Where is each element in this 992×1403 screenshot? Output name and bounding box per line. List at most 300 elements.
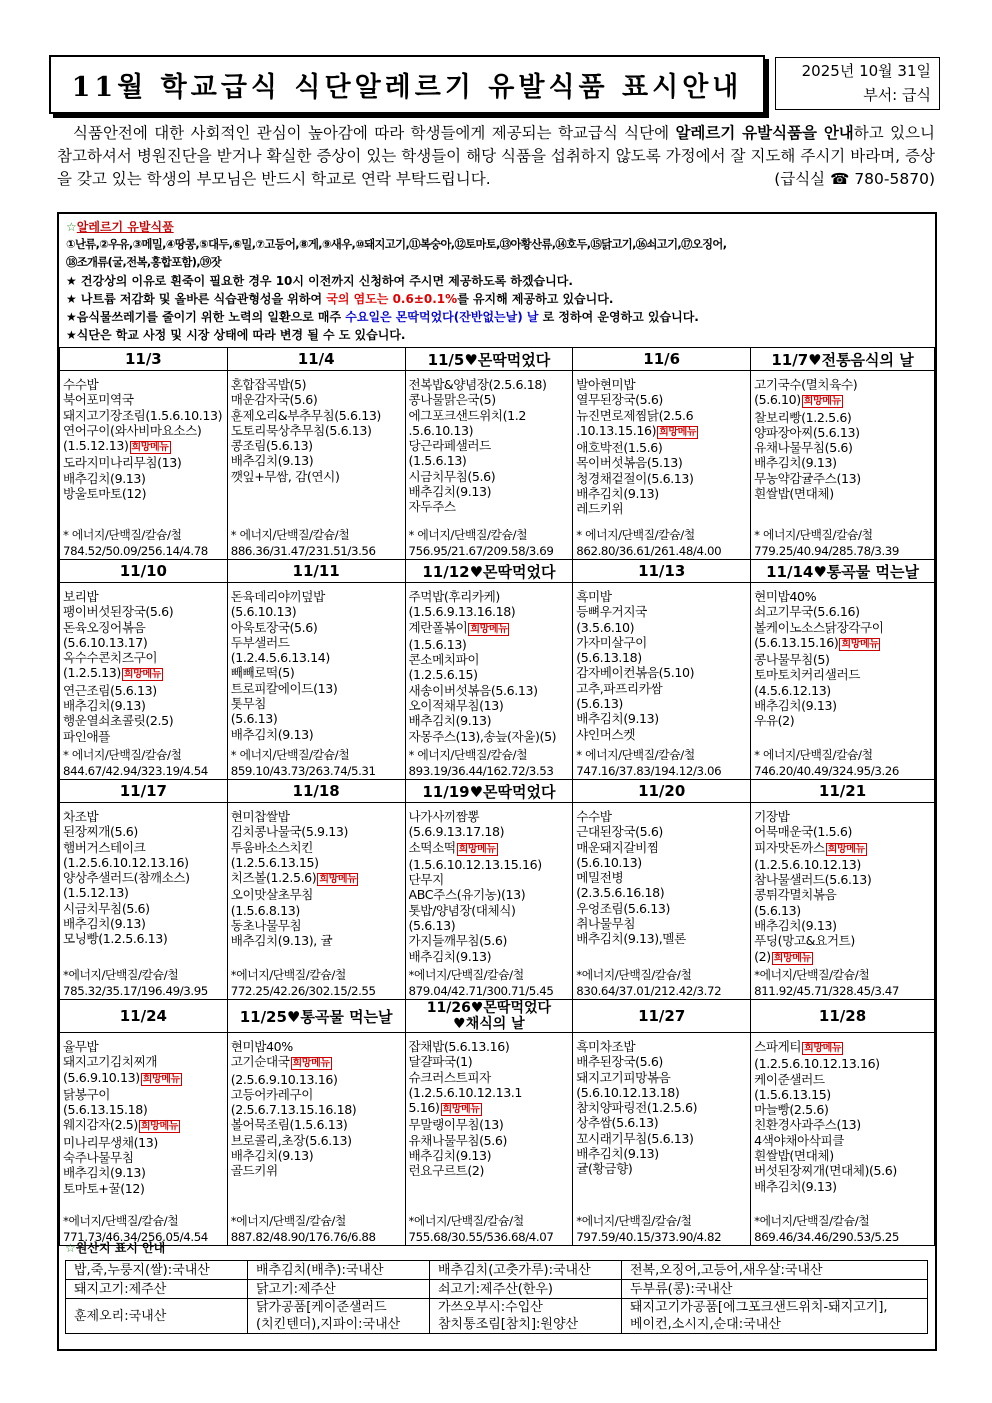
day-header: 11/12♥몬딱먹었다 <box>405 560 573 583</box>
menu-item-text: 양상추샐러드(참깨소스) <box>63 870 190 886</box>
day-menu-cell <box>60 1033 228 1246</box>
allergy-title: 알레르기 유발식품 <box>76 220 174 234</box>
notice-line-2c: 를 유지해 제공하고 있습니다. <box>457 292 614 306</box>
menu-item-text: (5.6.10.13) <box>230 604 297 620</box>
menu-item <box>63 486 224 501</box>
menu-item-text: 배추김치(9.13) <box>408 948 492 964</box>
menu-item <box>576 870 747 885</box>
week-header-row <box>60 560 935 583</box>
menu-item <box>754 683 931 698</box>
day-menu-cell <box>751 583 935 780</box>
week-menu-row <box>60 803 935 1000</box>
menu-item <box>409 949 570 964</box>
menu-item-text: 유채나물무침(5.6) <box>408 1132 507 1148</box>
menu-item-text: 가자미살구이 <box>576 634 647 650</box>
origin-cell <box>622 1299 928 1334</box>
week-header-row <box>60 348 935 371</box>
menu-item <box>63 604 224 619</box>
menu-item <box>754 410 931 425</box>
day-menu-cell <box>227 803 405 1000</box>
menu-item <box>231 870 402 887</box>
menu-item <box>231 377 402 392</box>
day-menu-cell <box>227 583 405 780</box>
menu-item-text: 배추김치(9.13) <box>408 1148 492 1164</box>
menu-item <box>63 824 224 839</box>
menu-item-text: 배추김치(9.13) <box>63 470 146 486</box>
menu-item-text: 달걀파국(1) <box>408 1054 473 1070</box>
week-header-row <box>60 1000 935 1033</box>
day-header: 11/4 <box>227 348 405 371</box>
menu-item-text: (1.5.12.13) <box>63 885 129 901</box>
menu-item <box>409 713 570 728</box>
menu-item <box>576 1039 747 1054</box>
menu-item <box>63 650 224 665</box>
menu-item-text: 오이적채무침(13) <box>408 698 504 714</box>
menu-item-text: 가지들깨무침(5.6) <box>408 933 507 949</box>
menu-frame <box>57 212 937 1351</box>
menu-item-text: 열무된장국(5.6) <box>576 392 663 408</box>
menu-item <box>63 589 224 604</box>
menu-item <box>231 887 402 902</box>
menu-item <box>754 652 931 667</box>
menu-item-text: (5.6.13.15.16) <box>754 634 839 650</box>
day-header-line: 11/26♥몬딱먹었다 <box>426 1000 552 1016</box>
origin-table <box>65 1260 928 1334</box>
menu-item-text: 수수밥 <box>63 377 99 392</box>
menu-item-text: 트로피칼에이드(13) <box>230 680 338 696</box>
menu-item-text: 동초나물무침 <box>230 918 302 934</box>
week-header-row <box>60 780 935 803</box>
menu-item-text: 김치콩나물국(5.9.13) <box>230 824 348 840</box>
menu-item <box>409 652 570 667</box>
day-menu-cell <box>751 803 935 1000</box>
menu-item <box>754 425 931 440</box>
menu-item <box>231 408 402 423</box>
menu-item-text: 발아현미밥 <box>576 377 636 392</box>
menu-item-text: 배추김치(9.13) <box>576 1146 659 1162</box>
day-header: 11/18 <box>227 780 405 803</box>
allergen-list-2: ⑱조개류(굴,전복,홍합포함),⑲잣 <box>66 256 222 269</box>
hope-menu-badge: 희망메뉴 <box>773 952 811 964</box>
menu-item <box>409 377 570 392</box>
menu-item <box>231 855 402 870</box>
menu-item <box>63 1102 224 1117</box>
menu-item-text: 톳무침 <box>230 696 267 712</box>
menu-item-text: 배추김치(9.13) <box>754 698 837 714</box>
menu-item <box>63 1135 224 1150</box>
nutrition-line: *에너지/단백질/칼슘/철 <box>63 968 179 983</box>
menu-item <box>409 438 570 453</box>
day-header: 11/19♥몬딱먹었다 <box>405 780 573 803</box>
day-menu-cell <box>751 371 935 560</box>
menu-item <box>409 453 570 468</box>
menu-item-text: 행운열쇠초콜릿(2.5) <box>63 713 174 729</box>
day-header: 11/7♥전통음식의 날 <box>751 348 935 371</box>
menu-item <box>231 918 402 933</box>
menu-item <box>63 1070 224 1087</box>
menu-item-text: 현미밥40% <box>754 589 817 604</box>
menu-item <box>409 620 570 637</box>
menu-item-text: (5.6.13) <box>576 696 623 712</box>
menu-item <box>754 918 931 933</box>
menu-item-text: 목이버섯볶음(5.13) <box>576 455 683 471</box>
menu-item <box>576 635 747 650</box>
menu-item <box>231 1087 402 1102</box>
origin-text: (치킨텐더),지파이:국내산 <box>256 1317 401 1332</box>
nutrition-line: 755.68/30.55/536.68/4.07 <box>408 1229 554 1244</box>
day-menu-cell <box>60 803 228 1000</box>
menu-item <box>409 824 570 839</box>
day-header-line: ♥채식의 날 <box>453 1016 525 1032</box>
menu-item-text: (2.3.5.6.16.18) <box>576 885 665 901</box>
origin-text: 두부류(콩):국내산 <box>630 1281 733 1297</box>
menu-item-text: 버섯된장찌개(면대체)(5.6) <box>754 1163 897 1179</box>
menu-item-text: (1.2.4.5.6.13.14) <box>230 650 330 666</box>
menu-item <box>231 727 402 742</box>
menu-item <box>409 1148 570 1163</box>
menu-item <box>231 681 402 696</box>
menu-item <box>754 377 931 392</box>
notice-line-3a: ★음식물쓰레기를 줄이기 위한 노력의 일환으로 매주 <box>66 310 346 324</box>
menu-item-text: 친환경사과주스(13) <box>754 1117 861 1133</box>
menu-item-text: 배추김치(9.13) <box>576 486 659 502</box>
menu-item <box>63 683 224 698</box>
menu-item <box>231 1039 402 1054</box>
menu-item-text: 런요구르트(2) <box>408 1163 485 1179</box>
origin-cell <box>430 1299 622 1334</box>
menu-item <box>576 620 747 635</box>
menu-item-text: 도토리묵상추무침(5.6.13) <box>230 422 372 438</box>
menu-item <box>754 440 931 455</box>
menu-item <box>576 1070 747 1085</box>
hope-menu-badge: 희망메뉴 <box>142 1073 180 1085</box>
nutrition-line: *에너지/단백질/칼슘/철 <box>408 968 524 983</box>
contact-phone: (급식실 ☎ 780-5870) <box>774 170 935 188</box>
menu-item-text: (1.5.6.13) <box>408 636 467 652</box>
menu-item <box>576 392 747 407</box>
day-header: 11/3 <box>60 348 228 371</box>
menu-item-text: 배추김치(9.13), 귤 <box>230 933 333 949</box>
nutrition-line: 830.64/37.01/212.42/3.72 <box>576 983 722 998</box>
menu-item-text: 골드키위 <box>230 1163 278 1179</box>
hope-menu-badge: 희망메뉴 <box>470 623 508 635</box>
hope-menu-badge: 희망메뉴 <box>292 1058 330 1070</box>
origin-text: 배추김치(배추):국내산 <box>256 1262 384 1278</box>
menu-item-text: (5.6.13) <box>754 902 801 918</box>
origin-cell <box>622 1261 928 1280</box>
menu-item-text: 시금치무침(5.6) <box>63 900 150 916</box>
menu-item <box>576 455 747 470</box>
menu-item <box>409 1070 570 1085</box>
menu-item <box>231 438 402 453</box>
nutrition-line: 785.32/35.17/196.49/3.95 <box>63 983 208 998</box>
menu-item <box>63 870 224 885</box>
menu-item-text: (2.5.6.9.10.13.16) <box>230 1071 338 1087</box>
menu-item <box>63 620 224 635</box>
day-header: 11/14♥통곡물 먹는날 <box>751 560 935 583</box>
menu-item <box>754 1117 931 1132</box>
menu-item-text: (5.6.9.13.17.18) <box>408 824 505 840</box>
intro-text-2: 하고 있으니 참고하셔서 병원진단을 받거나 확실한 증상이 있는 학생들이 해당 식품을 섭취하지 않도록 가정에서 잘 지도해 주시기 바라며, 증상을 갖고 있는 학생의 부모님은 반드시 학교로 연락 부탁드립니다. <box>57 124 935 188</box>
nutrition-line: 779.25/40.94/285.78/3.39 <box>754 543 900 558</box>
day-header: 11/17 <box>60 780 228 803</box>
menu-item-text: (5.6.10.12.13.18) <box>576 1084 680 1100</box>
menu-item-text: 배추김치(9.13) <box>408 713 492 729</box>
menu-item <box>754 1072 931 1087</box>
menu-item-text: 숙주나물무침 <box>63 1150 134 1166</box>
menu-item <box>576 665 747 680</box>
menu-item-text: 북어포미역국 <box>63 392 134 408</box>
nutrition-line: 784.52/50.09/256.14/4.78 <box>63 543 208 558</box>
menu-item <box>409 872 570 887</box>
menu-item <box>576 1054 747 1069</box>
menu-item <box>409 809 570 824</box>
menu-item-text: 근대된장국(5.6) <box>576 824 663 840</box>
menu-item-text: 돈육오징어볶음 <box>63 619 146 635</box>
menu-item-text: 배추김치(9.13),멜론 <box>576 931 686 947</box>
menu-item-text: 콩조림(5.6.13) <box>230 438 313 454</box>
menu-item <box>231 840 402 855</box>
hope-menu-badge: 희망메뉴 <box>123 669 161 681</box>
menu-item-text: 전복밥&양념장(2.5.6.18) <box>408 377 547 392</box>
menu-item <box>63 392 224 407</box>
origin-text: 배추김치(고춧가루):국내산 <box>438 1262 591 1278</box>
menu-item <box>63 408 224 423</box>
menu-item <box>576 1161 747 1176</box>
nutrition-line: * 에너지/단백질/칼슘/철 <box>408 528 528 543</box>
menu-item <box>754 635 931 652</box>
menu-item <box>576 1131 747 1146</box>
nutrition-line: *에너지/단백질/칼슘/철 <box>576 1214 692 1229</box>
menu-item-text: 배추김치(9.13) <box>63 698 146 714</box>
menu-item-text: 배추김치(9.13) <box>408 484 492 500</box>
menu-item-text: 소떡소떡 <box>408 839 456 855</box>
menu-item-text: (1.2.5.13) <box>63 665 121 681</box>
menu-item <box>63 1054 224 1069</box>
origin-row <box>66 1299 928 1334</box>
nutrition-line: *에너지/단백질/칼슘/철 <box>63 1214 179 1229</box>
menu-item <box>576 840 747 855</box>
menu-item <box>754 667 931 682</box>
nutrition-line: 747.16/37.83/194.12/3.06 <box>576 763 722 778</box>
menu-item <box>576 1115 747 1130</box>
origin-text: 돼지고기가공품[에그포크샌드위치-돼지고기], <box>630 1300 888 1315</box>
nutrition-line: 869.46/34.46/290.53/5.25 <box>754 1229 900 1244</box>
menu-item <box>576 604 747 619</box>
menu-item <box>409 1054 570 1069</box>
menu-item-text: (5.6.13.15.18) <box>63 1102 148 1118</box>
allergen-list: ①난류,②우유,③메밀,④땅콩,⑤대두,⑥밀,⑦고등어,⑧게,⑨새우,⑩돼지고기,⑪복숭아,⑫토마토,⑬아황산류,⑭호두,⑮닭고기,⑯쇠고기,⑰오징어, <box>66 238 727 251</box>
menu-item <box>576 471 747 486</box>
origin-cell <box>248 1299 430 1334</box>
menu-item <box>63 698 224 713</box>
menu-item-text: 배추김치(9.13) <box>576 711 659 727</box>
menu-item <box>63 377 224 392</box>
menu-item-text: 배추김치(9.13) <box>230 1148 314 1164</box>
menu-item-text: 4색야채아삭피클 <box>754 1132 845 1148</box>
menu-item <box>409 1085 570 1100</box>
menu-item <box>409 918 570 933</box>
menu-item-text: 스파게티 <box>754 1039 802 1054</box>
menu-item <box>576 824 747 839</box>
menu-item-text: 고기순대국 <box>230 1054 290 1070</box>
menu-item-text: 무농약감귤주스(13) <box>754 470 861 486</box>
menu-item <box>576 696 747 711</box>
menu-item <box>231 469 402 484</box>
menu-item <box>231 423 402 438</box>
department: 부서: 급식 <box>863 86 931 104</box>
menu-item-text: (5.6.10.13.17) <box>63 634 148 650</box>
menu-item-text: 콩나물맑은국(5) <box>408 392 496 408</box>
menu-item-text: .10.13.15.16) <box>576 422 657 438</box>
day-header: 11/20 <box>573 780 751 803</box>
menu-item <box>231 933 402 948</box>
star-icon: ☆ <box>65 1241 76 1255</box>
menu-item-text: 계란폴볶이 <box>408 619 468 635</box>
menu-item <box>754 620 931 635</box>
menu-item <box>409 589 570 604</box>
nutrition-line: * 에너지/단백질/칼슘/철 <box>230 748 350 763</box>
hope-menu-badge: 희망메뉴 <box>140 1121 178 1133</box>
hope-menu-badge: 희망메뉴 <box>803 396 841 408</box>
day-header: 11/27 <box>573 1000 751 1033</box>
menu-item-text: 단무지 <box>408 872 444 888</box>
menu-item <box>231 392 402 407</box>
menu-item <box>231 1163 402 1178</box>
menu-item <box>231 696 402 711</box>
menu-item-text: 마늘빵(2.5.6) <box>754 1102 829 1118</box>
menu-item <box>63 1039 224 1054</box>
origin-cell <box>430 1261 622 1280</box>
menu-item <box>63 438 224 455</box>
menu-item-text: 혼합잡곡밥(5) <box>230 377 307 392</box>
menu-item-text: 흑미차조밥 <box>576 1039 636 1054</box>
menu-item-text: 배추김치(9.13) <box>230 726 314 742</box>
menu-item-text: 슈크러스트피자 <box>408 1069 491 1085</box>
menu-item <box>576 1100 747 1115</box>
menu-item-text: 햄버거스테이크 <box>63 839 146 855</box>
nutrition-line: 772.25/42.26/302.15/2.55 <box>230 983 376 998</box>
menu-item-text: 브로콜리,초장(5.6.13) <box>230 1132 352 1148</box>
menu-item <box>754 1148 931 1163</box>
menu-item-text: (1.5.6.10.12.13.15.16) <box>408 856 542 872</box>
menu-item-text: (5.6.9.10.13) <box>63 1069 140 1085</box>
menu-item <box>63 1117 224 1134</box>
origin-cell <box>622 1280 928 1299</box>
menu-item-text: 찰보리빵(1.2.5.6) <box>754 409 852 425</box>
menu-item-text: (1.5.6.8.13) <box>230 902 300 918</box>
day-header: 11/24 <box>60 1000 228 1033</box>
origin-text: 베이컨,소시지,순대:국내산 <box>630 1317 781 1332</box>
notice-line-3 <box>66 308 928 326</box>
menu-item <box>231 1102 402 1117</box>
origin-cell <box>66 1261 248 1280</box>
week-menu-row <box>60 371 935 560</box>
hope-menu-badge: 희망메뉴 <box>804 1043 842 1054</box>
origin-cell <box>66 1280 248 1299</box>
day-menu-cell <box>227 1033 405 1246</box>
menu-item-text: (1.2.5.6.15) <box>408 667 478 683</box>
menu-item-text: 우유(2) <box>754 713 795 729</box>
menu-item <box>754 1087 931 1102</box>
menu-item <box>576 377 747 392</box>
menu-item-text: 고등어카레구이 <box>230 1086 314 1102</box>
notice-line-3c: 로 정하여 운영하고 있습니다. <box>538 310 699 324</box>
menu-item-text: 흰쌀밥(면대체) <box>754 1148 834 1164</box>
menu-item <box>231 824 402 839</box>
menu-item-text: 애호박전(1.5.6) <box>576 440 663 456</box>
menu-item-text: 옥수수콘치즈구이 <box>63 650 158 666</box>
day-menu-cell <box>405 583 573 780</box>
day-header: 11/13 <box>573 560 751 583</box>
menu-item-text: 꼬시래기무침(5.6.13) <box>576 1130 694 1146</box>
menu-item <box>576 855 747 870</box>
menu-item-text: 볼어묵조림(1.5.6.13) <box>230 1117 348 1133</box>
menu-item <box>63 855 224 870</box>
menu-item-text: 고추,파프리카쌈 <box>576 680 663 696</box>
menu-item-text: 유채나물무침(5.6) <box>754 440 853 456</box>
menu-item-text: 감자베이컨볶음(5.10) <box>576 665 695 681</box>
origin-cell <box>66 1299 248 1334</box>
menu-item-text: 배추된장국(5.6) <box>576 1054 663 1070</box>
menu-item-text: 연근조림(5.6.13) <box>63 682 157 698</box>
menu-item-text: 토마토+꿀(12) <box>63 1180 145 1196</box>
menu-item-text: 수수밥 <box>576 809 612 824</box>
menu-item <box>576 931 747 946</box>
hope-menu-badge: 희망메뉴 <box>659 426 697 438</box>
menu-item <box>409 840 570 857</box>
menu-item-text: (5.6.10.13) <box>576 854 642 870</box>
nutrition-line: 887.82/48.90/176.76/6.88 <box>230 1229 376 1244</box>
menu-item-text: 주먹밥(후리카케) <box>408 589 500 604</box>
menu-item-text: 잡채밥(5.6.13.16) <box>408 1039 510 1054</box>
menu-item <box>231 604 402 619</box>
menu-item-text: (1.2.5.6.13.15) <box>230 854 319 870</box>
menu-item-text: 참나물샐러드(5.6.13) <box>754 872 872 888</box>
menu-item <box>576 681 747 696</box>
origin-row <box>66 1261 928 1280</box>
menu-item <box>576 711 747 726</box>
menu-item-text: 우엉조림(5.6.13) <box>576 900 671 916</box>
menu-item-text: 연어구이(와사비마요소스) <box>63 422 202 438</box>
menu-item-text: (1.5.6.9.13.16.18) <box>408 604 516 620</box>
menu-item-text: (1.2.5.6.10.12.13) <box>754 856 861 872</box>
menu-item <box>63 455 224 470</box>
day-header: 11/25♥통곡물 먹는날 <box>227 1000 405 1033</box>
menu-item-text: 자두주스 <box>408 499 456 515</box>
nutrition-line: 811.92/45.71/328.45/3.47 <box>754 983 900 998</box>
menu-item-text: (1.5.6.13.15) <box>754 1086 831 1102</box>
menu-item-text: 배추김치(9.13) <box>754 918 837 934</box>
menu-item <box>63 885 224 900</box>
menu-item-text: 배추김치(9.13) <box>754 1178 837 1194</box>
menu-item <box>754 589 931 604</box>
origin-text: 밥,죽,누룽지(쌀):국내산 <box>74 1262 210 1278</box>
day-menu-cell <box>60 371 228 560</box>
issue-date: 2025년 10월 31일 <box>801 62 931 80</box>
menu-item <box>409 499 570 514</box>
menu-item <box>231 620 402 635</box>
menu-item <box>231 1148 402 1163</box>
menu-item-text: 새송이버섯볶음(5.6.13) <box>408 682 538 698</box>
origin-row <box>66 1280 928 1299</box>
menu-item-text: 돼지고기장조림(1.5.6.10.13) <box>63 407 223 423</box>
origin-text: 전복,오징어,고등어,새우살:국내산 <box>630 1262 823 1278</box>
menu-item <box>576 885 747 900</box>
nutrition-line: *에너지/단백질/칼슘/철 <box>754 1214 870 1229</box>
menu-item <box>754 1056 931 1071</box>
menu-item <box>754 1163 931 1178</box>
